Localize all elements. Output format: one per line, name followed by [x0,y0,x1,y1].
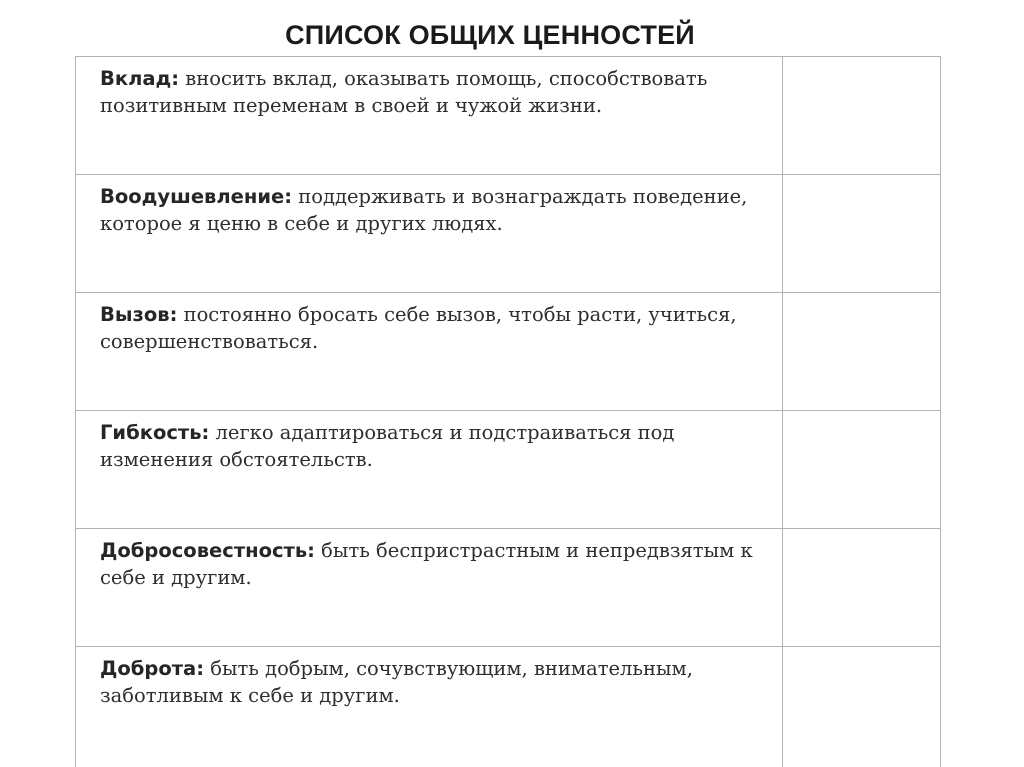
value-definition: постоянно бросать себе вызов, чтобы расти, учиться, совершенствоваться. [100,303,737,353]
value-mark-cell[interactable] [782,411,940,529]
value-description-cell [76,529,783,647]
value-mark-cell[interactable] [782,175,940,293]
table-row [76,175,941,293]
value-description-cell [76,293,783,411]
value-mark-cell[interactable] [782,57,940,175]
value-definition: легко адаптироваться и подстраиваться под изменения обстоятельств. [100,421,675,471]
value-term: Вызов: [100,303,178,326]
page-title: СПИСОК ОБЩИХ ЦЕННОСТЕЙ [285,20,695,50]
value-term: Добросовестность: [100,539,315,562]
value-description [76,411,782,473]
value-term: Гибкость: [100,421,210,444]
value-description-cell [76,175,783,293]
table-row [76,293,941,411]
value-definition: поддерживать и вознаграждать поведение, которое я ценю в себе и других людях. [100,185,748,235]
value-term: Доброта: [100,657,204,680]
table-row [76,411,941,529]
value-description-cell [76,57,783,175]
value-description [76,529,782,591]
value-mark-cell[interactable] [782,293,940,411]
values-table [75,56,941,767]
value-term: Вклад: [100,67,180,90]
value-mark-cell[interactable] [782,647,940,767]
value-definition: быть беспристрастным и непредвзятым к себе и другим. [100,539,753,589]
value-description [76,175,782,237]
value-description-cell [76,411,783,529]
value-definition: быть добрым, сочувствующим, внимательным, заботливым к себе и другим. [100,657,693,707]
value-definition: вносить вклад, оказывать помощь, способствовать позитивным переменам в своей и чужой жизни. [100,67,708,117]
value-description-cell [76,647,783,767]
value-term: Воодушевление: [100,185,293,208]
value-mark-cell[interactable] [782,529,940,647]
table-row [76,529,941,647]
table-row [76,57,941,175]
value-description [76,57,782,119]
value-description [76,647,782,709]
table-row [76,647,941,767]
value-description [76,293,782,355]
